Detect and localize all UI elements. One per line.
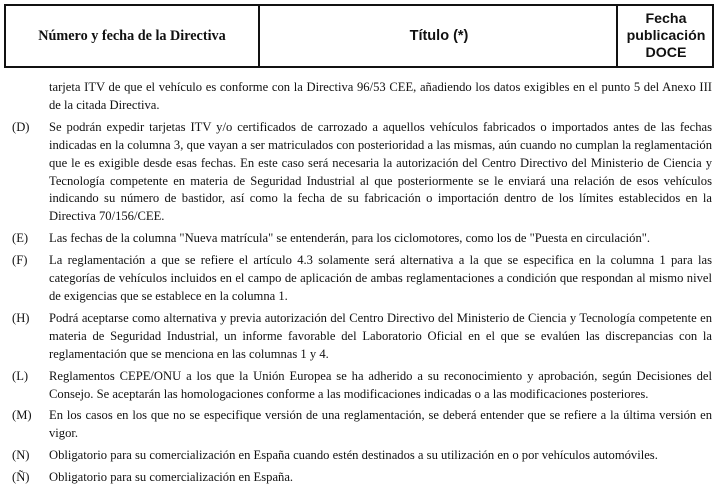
- note-h: [12, 310, 712, 364]
- note-text: Obligatorio para su comercialización en España.: [49, 470, 294, 485]
- column-header-date-line2: publicación: [626, 27, 706, 44]
- note-e: [12, 230, 712, 248]
- note-text: Reglamentos CEPE/ONU a los que la Unión Europea se ha adherido a su reconocimiento y aprobación, según Decisiones del Consejo. Se aceptarán las homologaciones conforme a las modificaciones indicadas o a las modificaciones posteriores.: [49, 368, 712, 401]
- continuation-text: tarjeta ITV de que el vehículo es conforme con la Directiva 96/53 CEE, añadiendo los datos exigibles en el punto 5 del Anexo III de la citada Directiva.: [49, 80, 712, 112]
- note-text: Obligatorio para su comercialización en España cuando estén destinados a su utilización en o por vehículos automóviles.: [49, 448, 658, 463]
- note-text: La reglamentación a que se refiere el artículo 4.3 solamente será alternativa a la que se especifica en la columna 1 para las categorías de vehículos incluidos en el campo de aplicación de ambas reglamentaciones a condición que respondan al mismo nivel de exigencias que se establece en la columna 1.: [49, 253, 712, 303]
- notes-section: [12, 79, 712, 487]
- note-letter: (F): [12, 253, 28, 268]
- column-header-title: Título (*): [258, 6, 618, 66]
- note-text: Se podrán expedir tarjetas ITV y/o certificados de carrozado a aquellos vehículos fabricados o importados antes de las fechas indicadas en la columna 3, que vayan a ser matriculados con posterioridad a las mismas, aún cuando no cumplan la reglamentación que le es exigible desde esas fechas. En este caso será necesaria la autorización del Centro Directivo del Ministerio de Ciencia y Tecnología competente en materia de Seguridad Industrial al que posteriormente se le enviará una relación de esos vehículos indicando su número de bastidor, así como la fecha de su fabricación o importación dentro de los límites establecidos en la Directiva 70/156/CEE.: [49, 119, 712, 224]
- note-m: [12, 407, 712, 443]
- note-letter: (H): [12, 310, 30, 325]
- note-letter: (Ñ): [12, 470, 30, 485]
- note-letter: (L): [12, 368, 29, 383]
- note-n: [12, 447, 712, 465]
- column-header-directive: Número y fecha de la Directiva: [38, 27, 226, 44]
- column-header-date: [616, 6, 714, 66]
- note-enye: [12, 469, 712, 487]
- note-text: En los casos en los que no se especifique versión de una reglamentación, se deberá entender que se refiere a la última versión en vigor.: [49, 408, 712, 441]
- note-l: [12, 368, 712, 404]
- note-letter: (D): [12, 119, 30, 134]
- note-f: [12, 252, 712, 306]
- note-letter: (N): [12, 448, 30, 463]
- note-text: Las fechas de la columna "Nueva matrícula" se entenderán, para los ciclomotores, como los de "Puesta en circulación".: [49, 231, 651, 246]
- column-header-date-line1: Fecha: [645, 10, 687, 27]
- note-letter: (E): [12, 231, 29, 246]
- column-header-date-line3: DOCE: [645, 44, 687, 61]
- note-d: [12, 119, 712, 226]
- note-text: Podrá aceptarse como alternativa y previa autorización del Centro Directivo del Ministerio de Ciencia y Tecnología competente en materia de Seguridad Industrial, un informe favorable del Laboratorio Oficial en el que se evalúen las discrepancias con la reglamentación que se menciona en las columnas 1 y 4.: [49, 310, 712, 361]
- note-letter: (M): [12, 408, 32, 423]
- table-header: [4, 4, 714, 68]
